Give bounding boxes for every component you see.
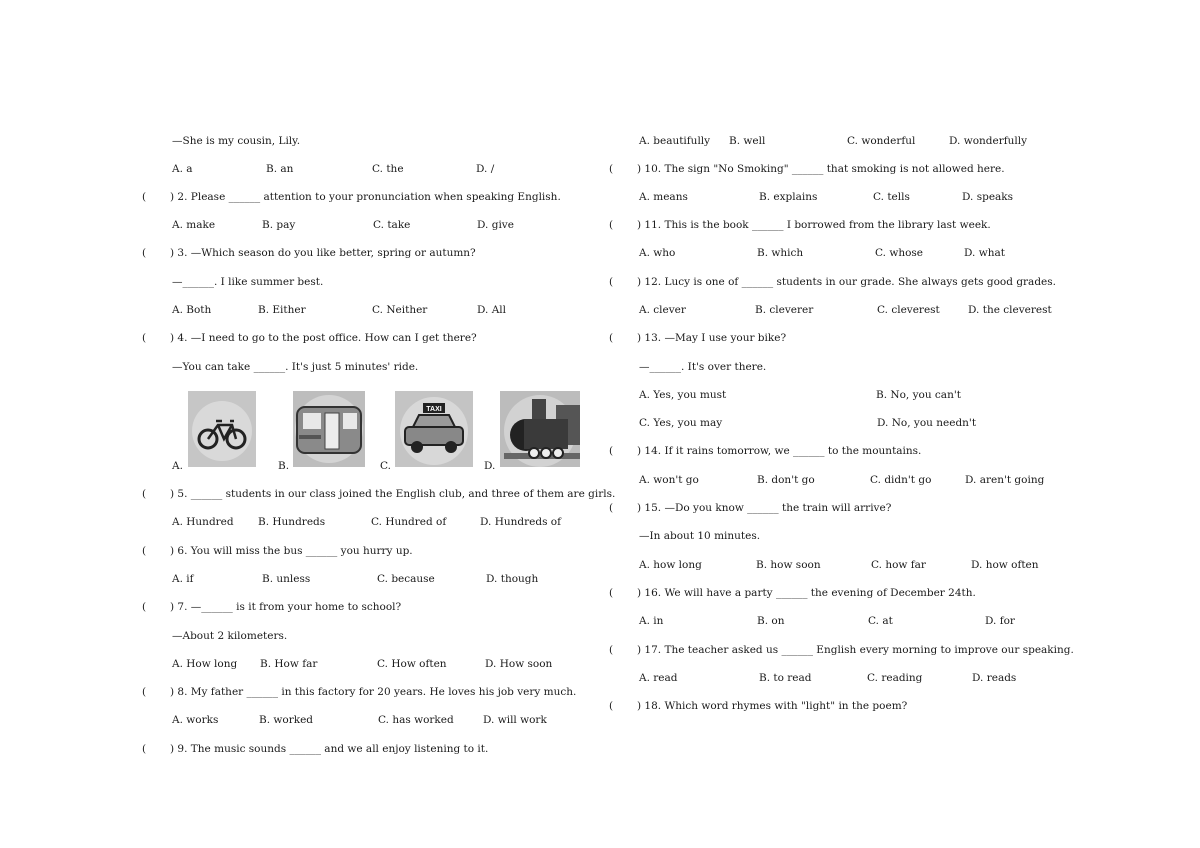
option-c[interactable]: C. the xyxy=(372,163,404,175)
option-d[interactable]: D. what xyxy=(964,247,1005,259)
picture-label-d: D. xyxy=(484,460,496,472)
answer-bracket[interactable]: ( xyxy=(142,545,147,557)
option-c[interactable]: C. Yes, you may xyxy=(639,417,723,429)
answer-bracket[interactable]: ( xyxy=(609,219,614,231)
option-b[interactable]: B. Hundreds xyxy=(258,516,326,528)
option-b[interactable]: B. worked xyxy=(259,714,314,726)
option-d[interactable]: D. the cleverest xyxy=(968,304,1052,316)
option-d[interactable]: D. All xyxy=(477,304,507,316)
question-text: ) 2. Please ______ attention to your pronunciation when speaking English. xyxy=(170,191,561,203)
question-text: ) 9. The music sounds ______ and we all enjoy listening to it. xyxy=(170,743,489,755)
answer-bracket[interactable]: ( xyxy=(609,276,614,288)
question-text: ) 10. The sign "No Smoking" ______ that smoking is not allowed here. xyxy=(637,163,1005,175)
option-a[interactable]: A. read xyxy=(639,672,678,684)
option-a[interactable]: A. clever xyxy=(639,304,686,316)
option-c[interactable]: C. didn't go xyxy=(870,474,932,486)
option-b[interactable]: B. which xyxy=(757,247,804,259)
option-d[interactable]: D. give xyxy=(477,219,514,231)
answer-bracket[interactable]: ( xyxy=(142,743,147,755)
option-c[interactable]: C. How often xyxy=(377,658,447,670)
picture-label-a: A. xyxy=(172,460,183,472)
option-c[interactable]: C. Hundred of xyxy=(371,516,447,528)
option-d[interactable]: D. / xyxy=(476,163,495,175)
option-c[interactable]: C. take xyxy=(373,219,411,231)
question-text: ) 6. You will miss the bus ______ you hurry up. xyxy=(170,545,413,557)
answer-bracket[interactable]: ( xyxy=(609,445,614,457)
answer-bracket[interactable]: ( xyxy=(609,644,614,656)
question-text: ) 12. Lucy is one of ______ students in our grade. She always gets good grades. xyxy=(637,276,1056,288)
bicycle-icon[interactable] xyxy=(188,391,256,467)
option-a[interactable]: A. who xyxy=(639,247,676,259)
option-d[interactable]: D. Hundreds of xyxy=(480,516,562,528)
answer-bracket[interactable]: ( xyxy=(609,700,614,712)
option-a[interactable]: A. means xyxy=(639,191,688,203)
option-b[interactable]: B. No, you can't xyxy=(876,389,961,401)
option-b[interactable]: B. cleverer xyxy=(755,304,814,316)
answer-bracket[interactable]: ( xyxy=(142,488,147,500)
question-text: ) 17. The teacher asked us ______ English every morning to improve our speaking. xyxy=(637,644,1074,656)
option-d[interactable]: D. speaks xyxy=(962,191,1014,203)
option-a[interactable]: A. Both xyxy=(172,304,212,316)
option-b[interactable]: B. don't go xyxy=(757,474,815,486)
question-text: —______. I like summer best. xyxy=(172,276,324,288)
question-text: ) 13. —May I use your bike? xyxy=(637,332,787,344)
option-a[interactable]: A. in xyxy=(639,615,664,627)
option-a[interactable]: A. beautifully xyxy=(639,135,711,147)
option-c[interactable]: C. because xyxy=(377,573,435,585)
question-text: ) 15. —Do you know ______ the train will arrive? xyxy=(637,502,892,514)
question-text: ) 4. —I need to go to the post office. How can I get there? xyxy=(170,332,477,344)
answer-bracket[interactable]: ( xyxy=(609,163,614,175)
option-d[interactable]: D. though xyxy=(486,573,539,585)
option-b[interactable]: B. on xyxy=(757,615,785,627)
option-c[interactable]: C. wonderful xyxy=(847,135,916,147)
question-text: ) 5. ______ students in our class joined the English club, and three of them are girls. xyxy=(170,488,616,500)
question-text: ) 11. This is the book ______ I borrowed from the library last week. xyxy=(637,219,991,231)
question-text: ) 8. My father ______ in this factory for 20 years. He loves his job very much. xyxy=(170,686,577,698)
picture-label-c: C. xyxy=(380,460,391,472)
option-b[interactable]: B. well xyxy=(729,135,766,147)
option-c[interactable]: C. tells xyxy=(873,191,910,203)
question-text: —In about 10 minutes. xyxy=(639,530,761,542)
option-a[interactable]: A. how long xyxy=(639,559,702,571)
option-d[interactable]: D. No, you needn't xyxy=(877,417,977,429)
picture-label-b: B. xyxy=(278,460,290,472)
option-b[interactable]: B. Either xyxy=(258,304,306,316)
option-b[interactable]: B. How far xyxy=(260,658,318,670)
option-d[interactable]: D. aren't going xyxy=(965,474,1045,486)
taxi-sign: TAXI xyxy=(426,406,442,413)
question-text: —______. It's over there. xyxy=(639,361,767,373)
option-c[interactable]: C. at xyxy=(868,615,893,627)
option-d[interactable]: D. How soon xyxy=(485,658,553,670)
answer-bracket[interactable]: ( xyxy=(142,191,147,203)
option-d[interactable]: D. wonderfully xyxy=(949,135,1028,147)
option-b[interactable]: B. how soon xyxy=(756,559,821,571)
question-text: —You can take ______. It's just 5 minutes' ride. xyxy=(172,361,419,373)
option-c[interactable]: C. cleverest xyxy=(877,304,940,316)
option-b[interactable]: B. unless xyxy=(262,573,311,585)
option-d[interactable]: D. reads xyxy=(972,672,1017,684)
option-a[interactable]: A. won't go xyxy=(639,474,699,486)
option-c[interactable]: C. reading xyxy=(867,672,923,684)
question-text: ) 14. If it rains tomorrow, we ______ to the mountains. xyxy=(637,445,922,457)
answer-bracket[interactable]: ( xyxy=(609,502,614,514)
option-c[interactable]: C. Neither xyxy=(372,304,428,316)
option-c[interactable]: C. has worked xyxy=(378,714,454,726)
option-a[interactable]: A. a xyxy=(172,163,193,175)
option-d[interactable]: D. how often xyxy=(971,559,1039,571)
option-a[interactable]: A. How long xyxy=(172,658,238,670)
answer-bracket[interactable]: ( xyxy=(142,686,147,698)
option-b[interactable]: B. explains xyxy=(759,191,818,203)
taxi-icon[interactable] xyxy=(395,391,473,467)
question-text: ) 3. —Which season do you like better, spring or autumn? xyxy=(170,247,476,259)
train-icon[interactable] xyxy=(500,391,580,467)
question-text: ) 7. —______ is it from your home to school? xyxy=(170,601,402,613)
option-a[interactable]: A. Yes, you must xyxy=(639,389,727,401)
answer-bracket[interactable]: ( xyxy=(142,247,147,259)
option-a[interactable]: A. works xyxy=(172,714,219,726)
option-c[interactable]: C. whose xyxy=(875,247,924,259)
answer-bracket[interactable]: ( xyxy=(142,601,147,613)
option-a[interactable]: A. make xyxy=(172,219,216,231)
option-a[interactable]: A. Hundred xyxy=(172,516,234,528)
answer-bracket[interactable]: ( xyxy=(609,587,614,599)
question-text: —About 2 kilometers. xyxy=(172,630,288,642)
question-text: ) 18. Which word rhymes with "light" in the poem? xyxy=(637,700,908,712)
option-b[interactable]: B. pay xyxy=(262,219,296,231)
option-a[interactable]: A. if xyxy=(172,573,194,585)
answer-bracket[interactable]: ( xyxy=(142,332,147,344)
option-d[interactable]: D. for xyxy=(985,615,1015,627)
bus-icon[interactable] xyxy=(293,391,365,467)
option-c[interactable]: C. how far xyxy=(871,559,926,571)
answer-bracket[interactable]: ( xyxy=(609,332,614,344)
option-b[interactable]: B. to read xyxy=(759,672,812,684)
question-text: —She is my cousin, Lily. xyxy=(172,135,301,147)
option-b[interactable]: B. an xyxy=(266,163,294,175)
option-d[interactable]: D. will work xyxy=(483,714,547,726)
question-text: ) 16. We will have a party ______ the evening of December 24th. xyxy=(637,587,976,599)
